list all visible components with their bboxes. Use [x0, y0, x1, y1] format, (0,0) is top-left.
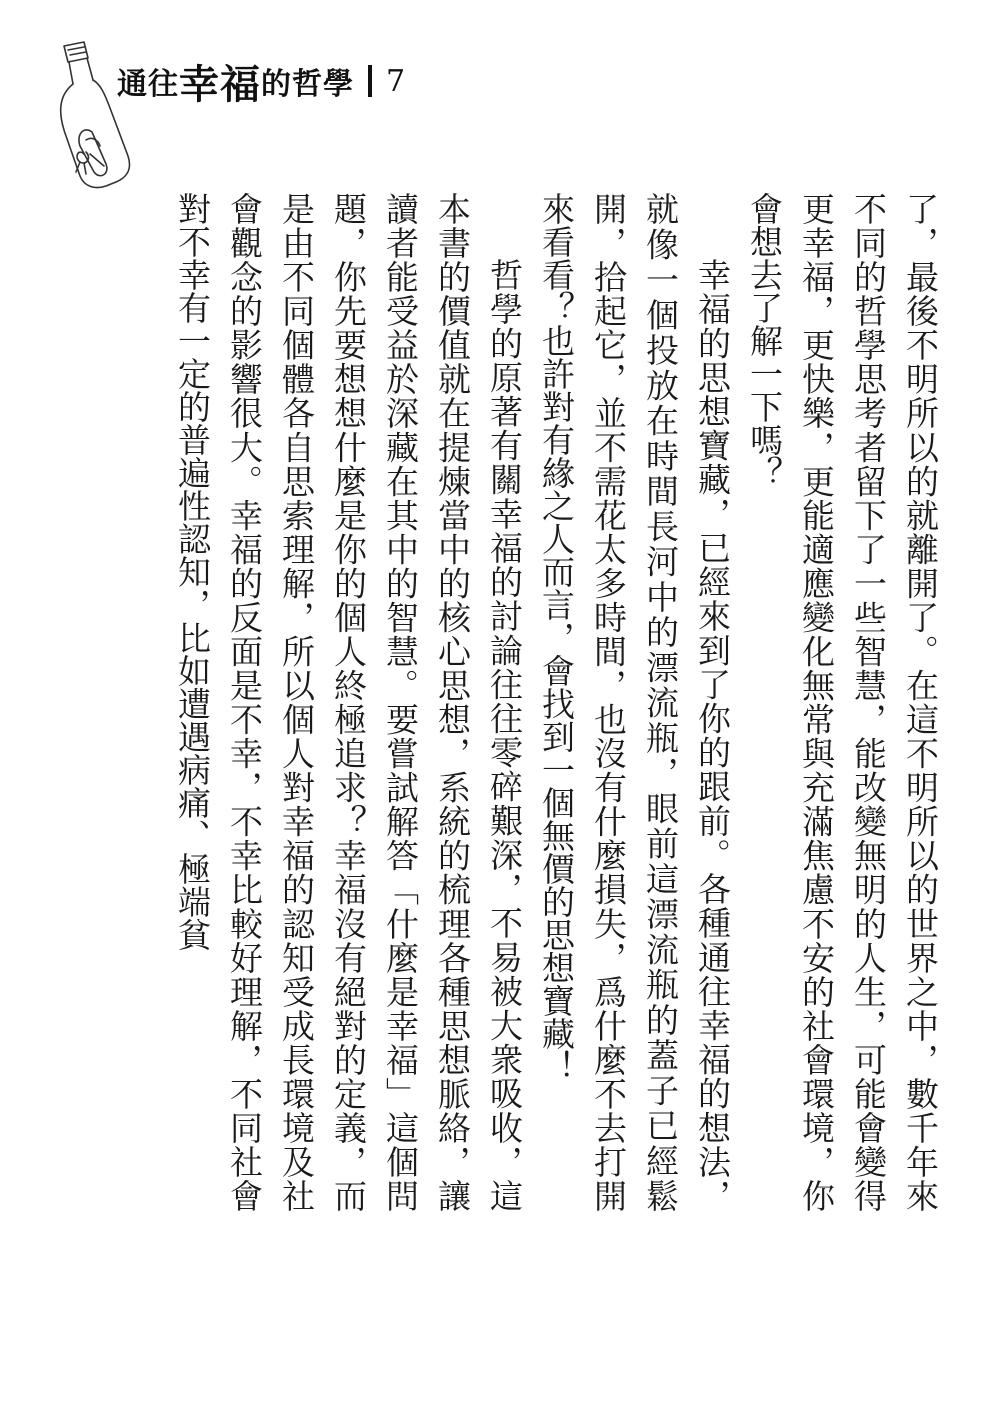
page-number: 7	[386, 63, 406, 99]
header-title-part1: 通往	[117, 67, 179, 102]
paragraph-3: 哲學的原著有關幸福的討論往往零碎艱深，不易被大衆吸收，這本書的價值就在提煉當中的核心思想，系統的梳理各種思想脈絡，讓讀者能受益於深藏在其中的智慧。要嘗試解答「什麼是幸福」這個問題，你先要想想什麼是你的個人終極追求？幸福沒有絕對的定義，而是由不同個體各自思索理解，所以個人對幸福的認知受成長環境及社會觀念的影響很大。幸福的反面是不幸，不幸比較好理解，不同社會對不幸有一定的普遍性認知，比如遭遇病痛、極端貧	[173, 192, 524, 1212]
paragraph-1: 了，最後不明所以的就離開了。在這不明所以的世界之中，數千年來不同的哲學思考者留下了一些智慧，能改變無明的人生，可能會變得更幸福，更快樂，更能適應變化無常與充滿焦慮不安的社會環境，你會想去了解一下嗎？	[745, 192, 940, 1212]
header-title-part3: 的哲學	[261, 67, 354, 102]
header-title-part2: 幸福	[179, 60, 261, 108]
running-header	[117, 56, 405, 106]
body-text	[170, 192, 946, 1212]
header-separator	[368, 65, 372, 97]
paragraph-2: 幸福的思想寶藏，已經來到了你的跟前。各種通往幸福的想法，就像一個投放在時間長河中的漂流瓶，眼前這漂流瓶的蓋子已經鬆開，拾起它，並不需花太多時間，也沒有什麼損失，爲什麼不去打開來看看？也許對有緣之人而言，會找到一個無價的思想寶藏！	[537, 192, 732, 1212]
